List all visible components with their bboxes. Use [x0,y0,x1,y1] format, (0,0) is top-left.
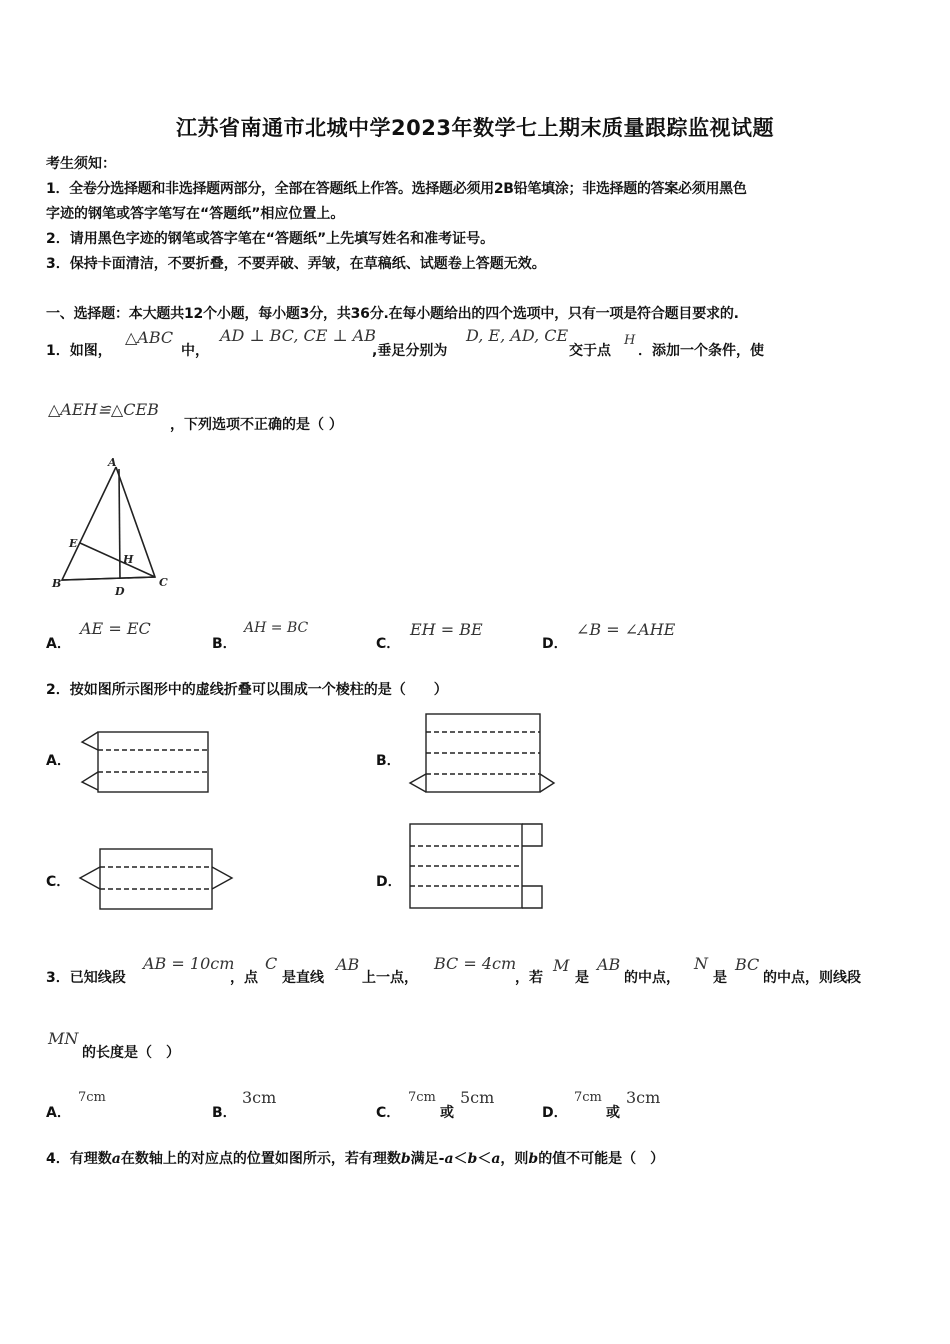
q2-option-d-net [406,820,548,912]
q3-text: ，点 [230,970,258,986]
q3-option-d-label: D． [542,1105,568,1121]
q4-var-a: a [444,1151,454,1167]
q3-option-c-or: 或 [440,1105,454,1121]
q3-option-a-label: A． [46,1105,71,1121]
q1-math-h: H [624,333,636,348]
q3-math-bc-length: BC = 4cm [434,954,517,973]
q4-text: ，则 [500,1151,529,1167]
q4-text: 4．有理数 [46,1151,112,1167]
q4-text: 的值不可能是（ ） [538,1151,665,1167]
q1-text: 交于点 [569,343,611,359]
q1-option-b-value: AH = BC [244,620,309,636]
notice-heading: 考生须知： [46,156,116,172]
section-heading: 一、选择题：本大题共12个小题，每小题3分，共36分.在每小题给出的四个选项中，只有一项是符合题目要求的. [46,306,739,322]
q1-math-perp: AD ⊥ BC, CE ⊥ AB [220,326,376,345]
q1-text: 1．如图， [46,343,112,359]
q3-text: 的中点， [624,970,680,986]
q1-option-a-label: A． [46,636,71,652]
q4-var-b: b [528,1151,539,1167]
q1-text: 中， [181,343,209,359]
q1-option-d-label: D． [542,636,568,652]
label-c: C [159,576,168,589]
q3-math-ab-length: AB = 10cm [143,954,235,973]
page-title: 江苏省南通市北城中学2023年数学七上期末质量跟踪监视试题 [176,116,774,140]
q3-math-mn: MN [48,1029,79,1048]
q1-text: ，下列选项不正确的是（ ） [170,417,343,433]
q3-text: 是 [575,970,589,986]
q3-option-c-value-1: 7cm [408,1090,436,1105]
q4-text: 在数轴上的对应点的位置如图所示，若有理数 [120,1151,401,1167]
label-b: B [52,577,62,590]
q3-text: 的中点，则线段 [763,970,861,986]
q1-triangle-figure [50,455,180,600]
q3-math-c: C [265,954,278,973]
q3-text: ，若 [515,970,543,986]
label-h: H [123,553,134,566]
q3-option-b-value: 3cm [242,1088,277,1107]
q1-option-a-value: AE = EC [80,619,151,638]
q4-text: ＜ [453,1151,468,1167]
q3-option-d-value-2: 3cm [626,1088,661,1107]
notice-line-1a: 1．全卷分选择题和非选择题两部分，全部在答题纸上作答。选择题必须用2B铅笔填涂；非选择题的答案必须用黑色 [46,181,747,197]
q3-text: 是 [713,970,727,986]
q3-option-a-value: 7cm [78,1090,106,1105]
label-a: A [108,456,117,469]
q2-option-a-net [78,728,213,796]
q1-math-congruent: △AEH≌△CEB [48,400,159,419]
q1-option-b-label: B． [212,636,237,652]
q2-option-a-label: A． [46,753,71,769]
q3-option-d-value-1: 7cm [574,1090,602,1105]
q3-text: 3．已知线段 [46,970,126,986]
q4-var-a: a [111,1151,121,1167]
q3-math-ab: AB [336,955,360,974]
q4-var-a: a [491,1151,501,1167]
q3-option-b-label: B． [212,1105,237,1121]
q2-option-b-label: B． [376,753,401,769]
notice-line-3: 3．保持卡面清洁，不要折叠，不要弄破、弄皱，在草稿纸、试题卷上答题无效。 [46,256,546,272]
label-e: E [69,537,78,550]
q3-math-bc: BC [735,955,760,974]
q3-option-d-or: 或 [606,1105,620,1121]
q3-math-n: N [694,954,708,973]
q3-math-ab2: AB [597,955,621,974]
question-4 [46,1148,664,1168]
q4-var-b: b [400,1151,411,1167]
notice-line-1b: 字迹的钢笔或答字笔写在“答题纸”相应位置上。 [46,206,345,222]
q2-option-c-net [76,845,236,913]
q4-text: 满足- [410,1151,445,1167]
q3-option-c-label: C． [376,1105,401,1121]
q2-stem: 2．按如图所示图形中的虚线折叠可以围成一个棱柱的是（ ） [46,682,448,698]
q3-text: 上一点， [362,970,418,986]
q2-option-c-label: C． [46,874,71,890]
notice-line-2: 2．请用黑色字迹的钢笔或答字笔在“答题纸”上先填写姓名和准考证号。 [46,231,495,247]
q3-math-m: M [553,956,570,975]
q1-math-triangle: △ABC [125,328,174,347]
q1-option-d-value: ∠B = ∠AHE [576,620,676,639]
q2-option-d-label: D． [376,874,402,890]
q1-text: ．添加一个条件，使 [638,343,764,359]
q3-text: 是直线 [282,970,324,986]
q3-option-c-value-2: 5cm [460,1088,495,1107]
q4-var-b: b [467,1151,478,1167]
q1-option-c-label: C． [376,636,401,652]
q3-text: 的长度是（ ） [82,1045,180,1061]
q1-text: ,垂足分别为 [372,343,448,359]
q4-text: ＜ [477,1151,492,1167]
q2-option-b-net [406,710,558,796]
q1-option-c-value: EH = BE [410,620,483,639]
label-d: D [115,585,125,598]
q1-math-points: D, E, AD, CE [466,326,569,345]
